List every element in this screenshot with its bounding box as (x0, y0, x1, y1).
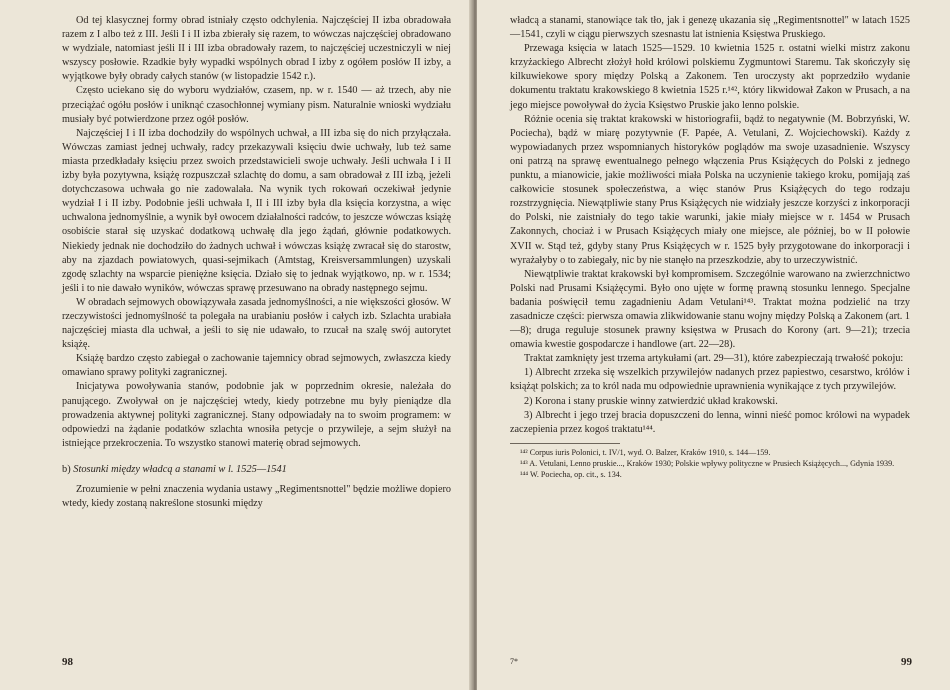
section-heading-title: Stosunki między władcą a stanami w l. 1525—1541 (73, 463, 287, 475)
list-item: 2) Korona i stany pruskie winny zatwierdzić układ krakowski. (524, 395, 778, 407)
paragraph: Książę bardzo często zabiegał o zachowanie tajemnicy obrad sejmowych, zwłaszcza kiedy omawiano sprawy polityki zagranicznej. (62, 353, 451, 379)
left-page (0, 0, 473, 690)
paragraph: W obradach sejmowych obowiązywała zasada jednomyślności, a nie większości głosów. W rzeczywistości jednomyślność ta polegała na urabianiu posłów i całych izb. Szlachta urabiała najczęściej miasta dla uchwał, a jeśli to się nie udawało, to rzucał na szalę swój autorytet książę. (62, 296, 451, 351)
paragraph: Od tej klasycznej formy obrad istniały często odchylenia. Najczęściej II izba obradowała razem z I albo też z III. Jeśli I i II izba zbierały się razem, to wówczas najczęściej obradowano w wydziale, natomiast jeśli II i III izba obradowały razem, to najczęściej uczestniczyli w niej wszyscy posłowie. Rzadkie były wypadki wspólnych obrad I izby z ogółem posłów II izby, a wyjątkowe były obrady całych stanów (w listopadzie 1542 r.). (62, 15, 451, 83)
page-number-left: 98 (62, 656, 73, 668)
paragraph: Niewątpliwie traktat krakowski był kompromisem. Szczególnie warowano na zwierzchnictwo Polski nad Prusami Książęcymi. Było ono ujęte w formę prawną stosunku lennego. Specjalne badania poświęcił temu zagadnieniu Adam Vetulani¹⁴³. Traktat można podzielić na trzy zasadnicze części: pierwsza omawia zlikwidowanie stanu wojny między Polską a Zakonem (art. 1—8); druga reguluje stosunek prawny księstwa w Prusach do Korony (art. 9—21); trzecia omawia kwestie gospodarcze i handlowe (art. 22—28). (510, 268, 910, 351)
footnote: ¹⁴⁴ W. Pociecha, op. cit., s. 134. (520, 469, 622, 479)
list-item: 1) Albrecht zrzeka się wszelkich przywilejów nadanych przez papiestwo, cesarstwo, królów i książąt polskich; za to król nada mu odpowiednie uprawnienia wynikające z tych przywilejów. (510, 367, 910, 393)
signature-mark: 7* (510, 657, 518, 666)
paragraph: Traktat zamknięty jest trzema artykułami (art. 29—31), które zabezpieczają trwałość pokoju: (524, 353, 904, 365)
paragraph: Często uciekano się do wyboru wydziałów, czasem, np. w r. 1540 — aż trzech, aby nie przeciążać ogółu posłów i uniknąć czasochłonnej wymiany pism. Naturalnie wnioski wydziału musiały być potwierdzone przez ogół posłów. (62, 85, 451, 125)
page-number-right: 99 (901, 656, 912, 668)
list-item: 3) Albrecht i jego trzej bracia dopuszczeni do lenna, winni nieść pomoc królowi na wypadek zaczepienia przez kogoś traktatu¹⁴⁴. (510, 409, 910, 435)
paragraph: Najczęściej I i II izba dochodziły do wspólnych uchwał, a III izba się do nich przyłączała. Wówczas zamiast jednej uchwały, radcy przekazywali księciu dwie uchwały, lub też same miasta przedkładały księciu przez swoich przedstawicieli swoje uchwały. Jeśli uchwała I i II izby była pozytywna, książę rozpuszczał szlachtę do domu, a sam obradował z III izbą, jeżeli dotychczasowa uchwała go nie zadowalała. Na wynik tych rokowań oczekiwał jedynie wydział I i II izby. Podobnie jeśli uchwała I, II i III izby była dla księcia korzystna, a więc uchwalona jednomyślnie, a wynik był owocem działalności radców, to jeszcze wówczas książę osobiście starał się uzyskać dodatkową uchwałę dla jego żądań, głównie podatkowych. Niekiedy jednak nie dochodziło do żadnych uchwał i wówczas książę zwracał się do starostw, aby na zjazdach powiatowych, quasi-sejmikach (Amtstag, Kreisversammlungen) uzyskali zgodę szlachty na wsparcie pieniężne księcia. Działo się to jednak wyjątkowo, np. w r. 1534; jeśli i to nie dawało wyników, wówczas sprawę przesuwano na obrady następnego sejmu. (62, 127, 451, 294)
paragraph: Przewaga księcia w latach 1525—1529. 10 kwietnia 1525 r. ostatni wielki mistrz zakonu krzyżackiego Albrecht złożył hołd królowi polskiemu Zygmuntowi Staremu. Tak skończyły się kilkuwiekowe spory między Polską a Zakonem. Ten uroczysty akt poprzedziło wydanie dokumentu traktatu krakowskiego 8 kwietnia 1525 r.¹⁴², który likwidował Zakon w Prusach, a na jego miejsce powoływał do życia Księstwo Pruskie jako lenno polskie. (510, 43, 910, 111)
article-list (510, 366, 910, 436)
paragraph: Różnie ocenia się traktat krakowski w historiografii, bądź to negatywnie (M. Bobrzyński, W. Pociecha), bądź w miarę pozytywnie (F. Papée, A. Vetulani, Z. Wojciechowski). Każdy z wypowiadanych przez wspomnianych historyków poglądów ma swoje uzasadnienie. Wszyscy oni patrzą na sprawę ewentualnego pełnego włączenia Prus Książęcych do Polski z jednego punktu, a mianowicie, jakie możliwości miała Polska na uczynienie takiego kroku, pomijają zaś całkowicie stosunek społeczeństwa, a więc stanów Prus Książęcych do tego rodzaju rozstrzygnięcia. Niewątpliwie stany Prus Książęcych nie widziały jeszcze korzyści z inkorporacji do Polski, nie zaistniały do tego takie warunki, jakie miały miejsce w r. 1454 w Prusach Zakonnych, chociaż i w Prusach Książęcych miały one miejsce, ale później, bo w II połowie XVII w. Stąd też, gdyby stany Prus Książęcych w r. 1525 były przygotowane do inkorporacji i wyrażałyby o to zabiegały, nic by nie stanęło na przeszkodzie, aby to urzeczywistnić. (510, 113, 910, 266)
paragraph: Inicjatywa powoływania stanów, podobnie jak w poprzednim okresie, należała do panującego. Zwoływał on je najczęściej wtedy, kiedy potrzebne mu były pieniądze dla prowadzenia aktywnej polityki zagranicznej. Stany odpowiadały na to swoim programem: w odpowiedzi na żądanie podatków szlachta wnosiła petycje o przywileje, a sejm służył na istniejące przekroczenia. To wszystko stanowi materię obrad sejmowych. (62, 381, 451, 449)
section-heading-prefix: b) (62, 463, 71, 475)
paragraph: Zrozumienie w pełni znaczenia wydania ustawy „Regimentsnottel" będzie możliwe dopiero wtedy, kiedy zostaną nakreślone stosunki między (62, 484, 451, 510)
section-heading (62, 463, 451, 477)
footnote: ¹⁴² Corpus iuris Polonici, t. IV/1, wyd. O. Balzer, Kraków 1910, s. 144—159. (520, 447, 771, 457)
right-page (477, 0, 950, 690)
paragraph: władcą a stanami, stanowiące tak tło, jak i genezę ukazania się „Regimentsnottel" w latach 1525—1541, czyli w ciągu pierwszych szesnastu lat istnienia Księstwa Pruskiego. (510, 15, 910, 41)
footnotes (510, 443, 910, 480)
footnote: ¹⁴³ A. Vetulani, Lenno pruskie..., Kraków 1930; Polskie wpływy polityczne w Prusiech Książęcych..., Gdynia 1939. (520, 458, 895, 468)
